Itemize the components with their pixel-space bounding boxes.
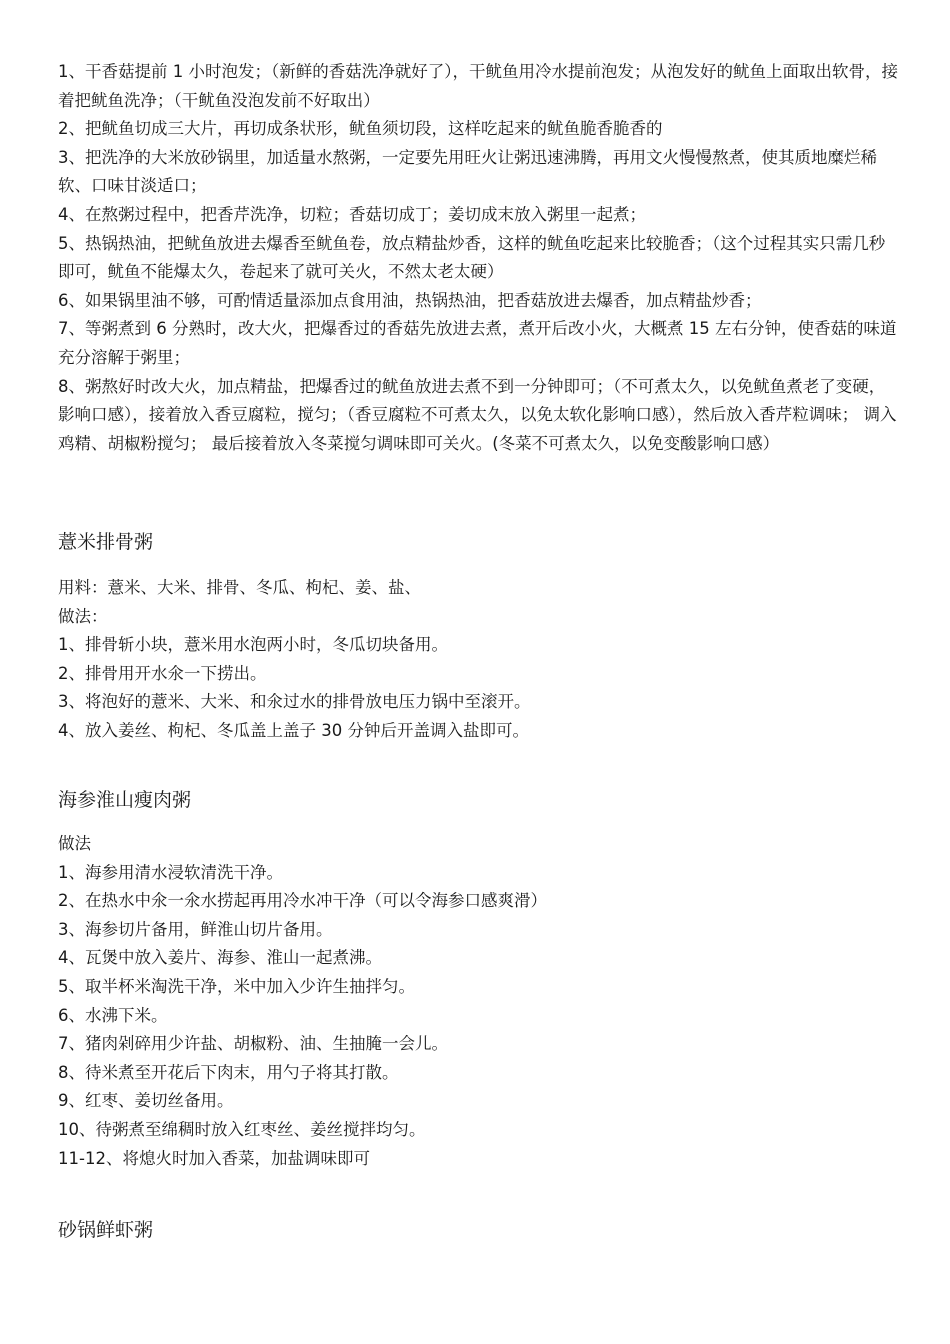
recipe1-step-4: 4、在熬粥过程中，把香芹洗净，切粒；香菇切成丁；姜切成末放入粥里一起煮； bbox=[58, 204, 646, 224]
recipe2-step-1: 1、排骨斩小块，薏米用水泡两小时，冬瓜切块备用。 bbox=[58, 635, 448, 655]
recipe3-step-9: 9、红枣、姜切丝备用。 bbox=[58, 1091, 234, 1111]
recipe3-step-4: 4、瓦煲中放入姜片、海参、淮山一起煮沸。 bbox=[58, 948, 382, 968]
recipe2-title: 薏米排骨粥 bbox=[58, 531, 154, 553]
recipe3-method-label: 做法 bbox=[58, 834, 91, 853]
recipe1-step-7: 7、等粥煮到 6 分熟时，改大火，把爆香过的香菇先放进去煮，煮开后改小火，大概煮 15 左右分钟，使香菇的味道充分溶解于粥里； bbox=[58, 319, 897, 367]
recipe2-step-2: 2、排骨用开水氽一下捞出。 bbox=[58, 663, 267, 683]
recipe1-steps bbox=[58, 58, 900, 458]
recipe3-step-6: 6、水沸下米。 bbox=[58, 1005, 168, 1025]
recipe3-step-11-12: 11-12、将熄火时加入香菜，加盐调味即可 bbox=[58, 1148, 370, 1168]
recipe1-step-1: 1、干香菇提前 1 小时泡发；（新鲜的香菇洗净就好了），干鱿鱼用冷水提前泡发；从泡发好的鱿鱼上面取出软骨，接着把鱿鱼洗净；（干鱿鱼没泡发前不好取出） bbox=[58, 62, 898, 110]
recipe2-method-label: 做法： bbox=[58, 606, 108, 626]
recipe1-step-2: 2、把鱿鱼切成三大片，再切成条状形，鱿鱼须切段，这样吃起来的鱿鱼脆香脆香的 bbox=[58, 119, 663, 139]
recipe2-ingredients: 用料：薏米、大米、排骨、冬瓜、枸杞、姜、盐、 bbox=[58, 578, 421, 597]
recipe2-step-3: 3、将泡好的薏米、大米、和氽过水的排骨放电压力锅中至滚开。 bbox=[58, 692, 531, 712]
recipe3-step-7: 7、猪肉剁碎用少许盐、胡椒粉、油、生抽腌一会儿。 bbox=[58, 1034, 448, 1054]
recipe4-section bbox=[58, 1216, 900, 1244]
recipe2-section bbox=[58, 528, 900, 746]
recipe1-step-8: 8、粥熬好时改大火，加点精盐，把爆香过的鱿鱼放进去煮不到一分钟即可；（不可煮太久，以免鱿鱼煮老了变硬，影响口感），接着放入香豆腐粒，搅匀；（香豆腐粒不可煮太久，以免太软化影响口感），然后放入香芹粒调味； 调入鸡精、胡椒粉搅匀； 最后接着放入冬菜搅匀调味即可关火。(冬菜不可煮太久，以免变酸影响口感） bbox=[58, 376, 897, 453]
recipe3-step-3: 3、海参切片备用，鲜淮山切片备用。 bbox=[58, 919, 333, 939]
recipe3-step-5: 5、取半杯米淘洗干净，米中加入少许生抽拌匀。 bbox=[58, 976, 415, 996]
recipe3-section bbox=[58, 786, 900, 1173]
recipe1-step-6: 6、如果锅里油不够，可酌情适量添加点食用油，热锅热油，把香菇放进去爆香，加点精盐炒香； bbox=[58, 290, 762, 310]
recipe3-step-10: 10、待粥煮至绵稠时放入红枣丝、姜丝搅拌均匀。 bbox=[58, 1119, 426, 1139]
recipe1-step-3: 3、把洗净的大米放砂锅里，加适量水熬粥，一定要先用旺火让粥迅速沸腾，再用文火慢慢熬煮，使其质地糜烂稀软、口味甘淡适口； bbox=[58, 147, 877, 196]
recipe3-step-8: 8、待米煮至开花后下肉末，用勺子将其打散。 bbox=[58, 1062, 399, 1082]
recipe3-title: 海参淮山瘦肉粥 bbox=[58, 789, 192, 811]
recipe2-step-4: 4、放入姜丝、枸杞、冬瓜盖上盖子 30 分钟后开盖调入盐即可。 bbox=[58, 720, 529, 740]
recipe3-step-1: 1、海参用清水浸软清洗干净。 bbox=[58, 862, 283, 882]
recipe1-step-5: 5、热锅热油，把鱿鱼放进去爆香至鱿鱼卷，放点精盐炒香，这样的鱿鱼吃起来比较脆香；（这个过程其实只需几秒即可，鱿鱼不能爆太久，卷起来了就可关火，不然太老太硬） bbox=[58, 233, 886, 282]
recipe4-title: 砂锅鲜虾粥 bbox=[58, 1219, 154, 1241]
recipe3-step-2: 2、在热水中氽一氽水捞起再用冷水冲干净（可以令海参口感爽滑） bbox=[58, 891, 547, 911]
